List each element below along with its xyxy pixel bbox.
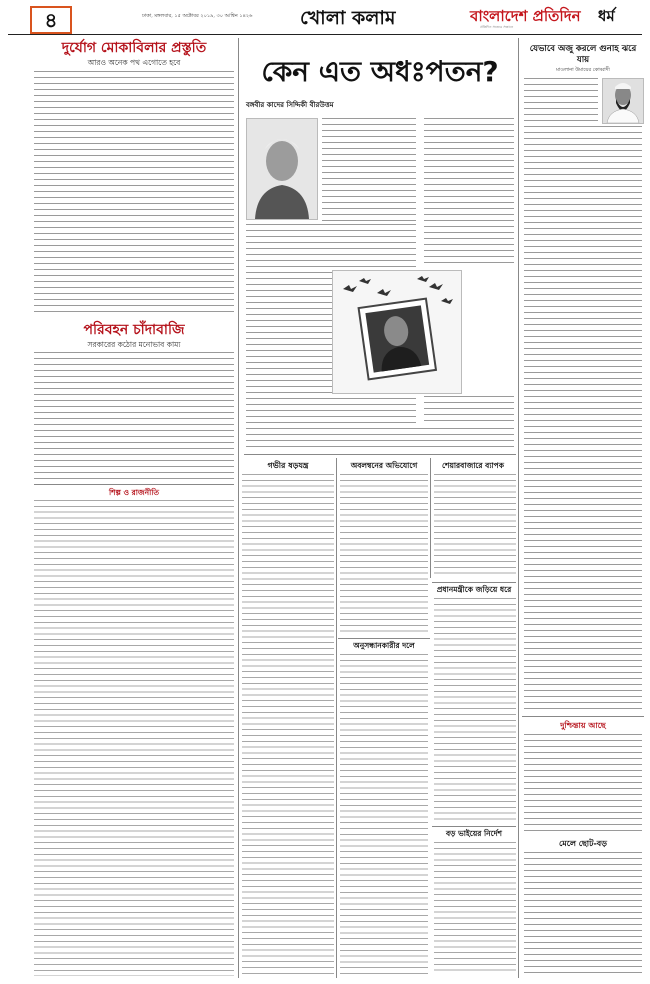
main-article-col2 xyxy=(424,118,514,268)
brother-divider xyxy=(432,826,516,827)
brand-logo xyxy=(470,6,640,32)
editorial-1-title: দুর্যোগ মোকাবিলার প্রস্তুতি xyxy=(61,40,207,56)
bottom-article-1-body xyxy=(242,474,334,974)
section-title: খোলা কলাম xyxy=(300,7,396,29)
religion-divider xyxy=(522,716,644,717)
column-divider-right xyxy=(518,38,519,978)
header-divider xyxy=(8,34,642,35)
left-divider xyxy=(34,484,234,485)
bottom-divider-b xyxy=(430,458,431,578)
bottom-article-5-body xyxy=(340,654,428,974)
editorial-1 xyxy=(34,38,234,68)
bottom-article-2-title: অবলম্বনের অভিযোগে xyxy=(350,461,418,470)
side-column-title: শিল্প ও রাজনীতি xyxy=(108,488,160,497)
bottom-article-3-body xyxy=(434,474,516,578)
bottom-right-small-title: মেলে ছোট-বড় xyxy=(559,839,607,848)
bottom-right-box-title: দুশ্চিন্তায় আছে xyxy=(560,721,606,730)
brand-tagline: প্রতিদিন সত্যের সন্ধানে xyxy=(480,25,514,29)
author-photo xyxy=(246,118,318,220)
bottom-article-4-body xyxy=(434,598,516,822)
main-article-col3 xyxy=(246,428,514,450)
editorial-2-title: পরিবহন চাঁদাবাজি xyxy=(83,322,185,338)
investigator-divider xyxy=(338,638,430,639)
page-header xyxy=(0,0,650,36)
religion-title: যেভাবে অজু করলে গুনাহ ঝরে যায় xyxy=(529,44,637,65)
religion-byline: মাওলানা উমায়ের কোব্বাদী xyxy=(556,67,610,73)
bottom-article-2-body xyxy=(340,474,428,634)
editorial-2-body xyxy=(34,352,234,480)
article-photo xyxy=(332,270,462,394)
editorial-1-body xyxy=(34,71,234,317)
bottom-right-box-body xyxy=(524,734,642,834)
main-byline: বঙ্গবীর কাদের সিদ্দিকী বীরউত্তম xyxy=(246,101,334,109)
main-headline: কেন এত অধঃপতন? xyxy=(261,55,499,88)
brand-section: ধর্ম xyxy=(598,7,615,25)
brand-name: বাংলাদেশ প্রতিদিন xyxy=(470,7,581,25)
editorial-2-subtitle: সরকারের কঠোর মনোভাব কাম্য xyxy=(87,340,181,349)
editorial-2 xyxy=(34,320,234,350)
religion-author-photo xyxy=(602,78,644,124)
editorial-1-subtitle: আরও অনেক পথ এগোতে হবে xyxy=(87,58,181,67)
bottom-article-4-title: প্রধানমন্ত্রীকে জড়িয়ে ধরে xyxy=(436,585,512,594)
page-number: ৪ xyxy=(30,6,72,34)
column-divider-left xyxy=(238,38,239,978)
religion-body-top xyxy=(524,78,598,124)
main-article-col2-bottom xyxy=(424,396,514,426)
main-article-col1-top xyxy=(322,118,416,222)
bottom-article-6-body xyxy=(434,842,516,974)
bottom-article-1-title: গভীর ষড়যন্ত্র xyxy=(267,461,309,470)
bottom-article-6-title: বড় ভাইয়ের নির্দেশ xyxy=(446,829,502,838)
pm-article-divider xyxy=(432,582,516,583)
religion-body xyxy=(524,126,642,712)
main-bottom-divider xyxy=(244,454,516,455)
bottom-article-3-title: শেয়ারবাজারে ব্যাপক xyxy=(441,461,505,470)
date-line: ঢাকা, মঙ্গলবার, ১৫ অক্টোবর ২০১৯, ৩০ আশ্বিন ১৪২৬ xyxy=(142,13,253,19)
bottom-divider-a xyxy=(336,458,337,978)
side-column-body xyxy=(34,500,234,976)
bottom-right-small-body xyxy=(524,852,642,974)
bottom-article-5-title: অনুসন্ধানকারীর দলে xyxy=(353,641,415,650)
